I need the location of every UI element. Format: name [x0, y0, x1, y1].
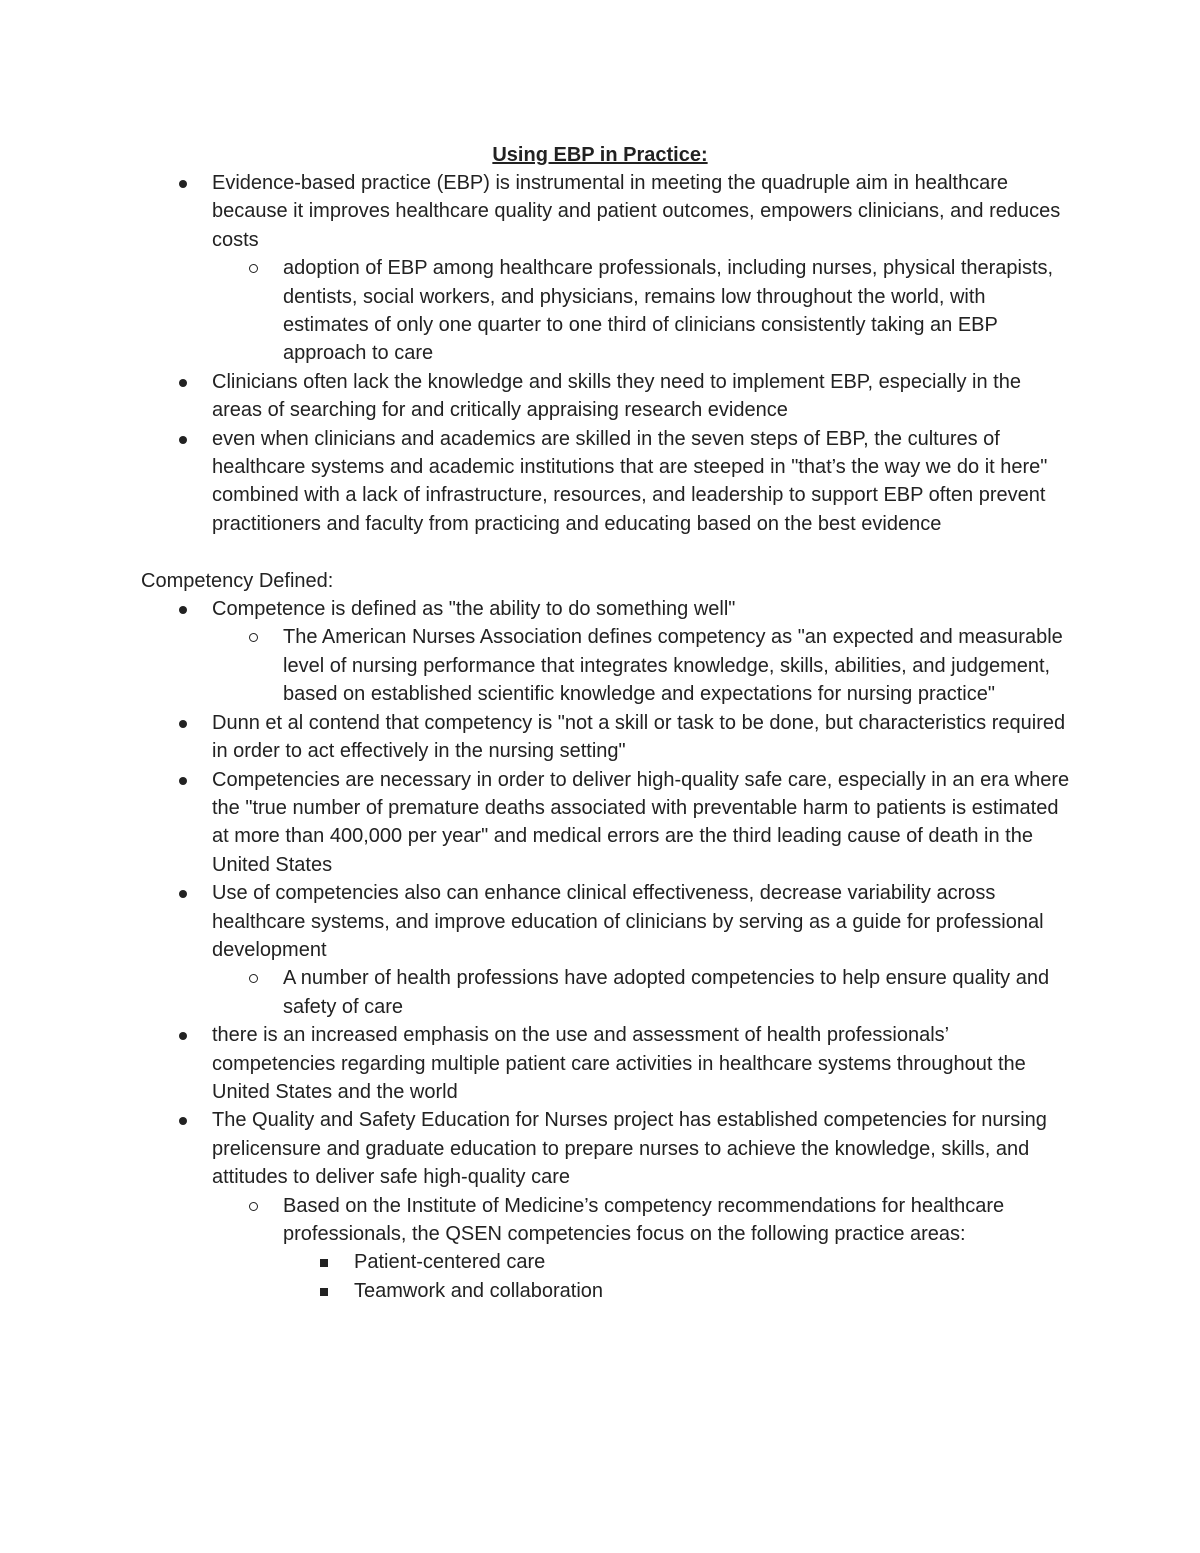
list-item — [212, 254, 1071, 368]
list-item-text: even when clinicians and academics are skilled in the seven steps of EBP, the cultures of healthcare systems and academic institutions that are steeped in "that’s the way we do it here" combined with a lack of infrastructure, resources, and leadership to support EBP often prevent practitioners and faculty from practicing and educating based on the best evidence — [212, 427, 1048, 535]
list-item — [283, 1248, 1071, 1276]
list-item — [141, 766, 1071, 880]
document-title: Using EBP in Practice: — [492, 144, 708, 166]
list-item-text: Use of competencies also can enhance clinical effectiveness, decrease variability across healthcare systems, and improve education of clinicians by serving as a guide for professional development — [212, 882, 1044, 961]
list-item-text: Based on the Institute of Medicine’s competency recommendations for healthcare professionals, the QSEN competencies focus on the following practice areas: — [283, 1194, 1005, 1246]
square-bullet-list — [283, 1248, 1071, 1305]
list-item — [212, 623, 1071, 708]
list-item — [141, 368, 1071, 425]
list-item — [141, 1106, 1071, 1305]
sub-bullet-list — [212, 623, 1071, 708]
section-heading: Competency Defined: — [141, 569, 334, 592]
list-item — [141, 169, 1071, 368]
list-item-text: A number of health professions have adopted competencies to help ensure quality and safety of care — [283, 967, 1050, 1018]
competency-bullet-list — [141, 595, 1071, 1305]
ebp-bullet-list — [141, 169, 1071, 538]
list-item — [212, 964, 1071, 1021]
list-item — [283, 1277, 1071, 1305]
list-item — [141, 1021, 1071, 1106]
list-item-text: The Quality and Safety Education for Nurses project has established competencies for nursing prelicensure and graduate education to prepare nurses to achieve the knowledge, skills, and attitudes to deliver safe high-quality care — [212, 1109, 1047, 1189]
list-item — [141, 709, 1071, 766]
list-item — [212, 1192, 1071, 1306]
list-item-text: Evidence-based practice (EBP) is instrumental in meeting the quadruple aim in healthcare because it improves healthcare quality and patient outcomes, empowers clinicians, and reduces costs — [212, 172, 1061, 251]
sub-bullet-list — [212, 1192, 1071, 1306]
list-item-text: Clinicians often lack the knowledge and skills they need to implement EBP, especially in the areas of searching for and critically appraising research evidence — [212, 370, 1021, 422]
sub-bullet-list — [212, 964, 1071, 1021]
list-item-text: Patient-centered care — [354, 1251, 546, 1274]
list-item-text: there is an increased emphasis on the use and assessment of health professionals’ competencies regarding multiple patient care activities in healthcare systems throughout the United States and the world — [212, 1024, 1026, 1103]
list-item-text: Teamwork and collaboration — [354, 1279, 604, 1302]
list-item-text: adoption of EBP among healthcare professionals, including nurses, physical therapists, dentists, social workers, and physicians, remains low throughout the world, with estimates of only one quarter to one third of clinicians consistently taking an EBP approach to care — [283, 257, 1054, 365]
list-item — [141, 879, 1071, 1021]
list-item-text: Competence is defined as "the ability to do something well" — [212, 598, 736, 621]
list-item-text: Dunn et al contend that competency is "not a skill or task to be done, but characteristics required in order to act effectively in the nursing setting" — [212, 711, 1066, 763]
list-item — [141, 425, 1071, 539]
list-item-text: The American Nurses Association defines competency as "an expected and measurable level of nursing performance that integrates knowledge, skills, abilities, and judgement, based on established scientific knowledge and expectations for nursing practice" — [283, 626, 1063, 706]
list-item-text: Competencies are necessary in order to deliver high-quality safe care, especially in an era where the "true number of premature deaths associated with preventable harm to patients is estimated at more than 400,000 per year" and medical errors are the third leading cause of death in the United States — [212, 768, 1070, 876]
list-item — [141, 595, 1071, 709]
sub-bullet-list — [212, 254, 1071, 368]
document-body — [141, 169, 1071, 1305]
